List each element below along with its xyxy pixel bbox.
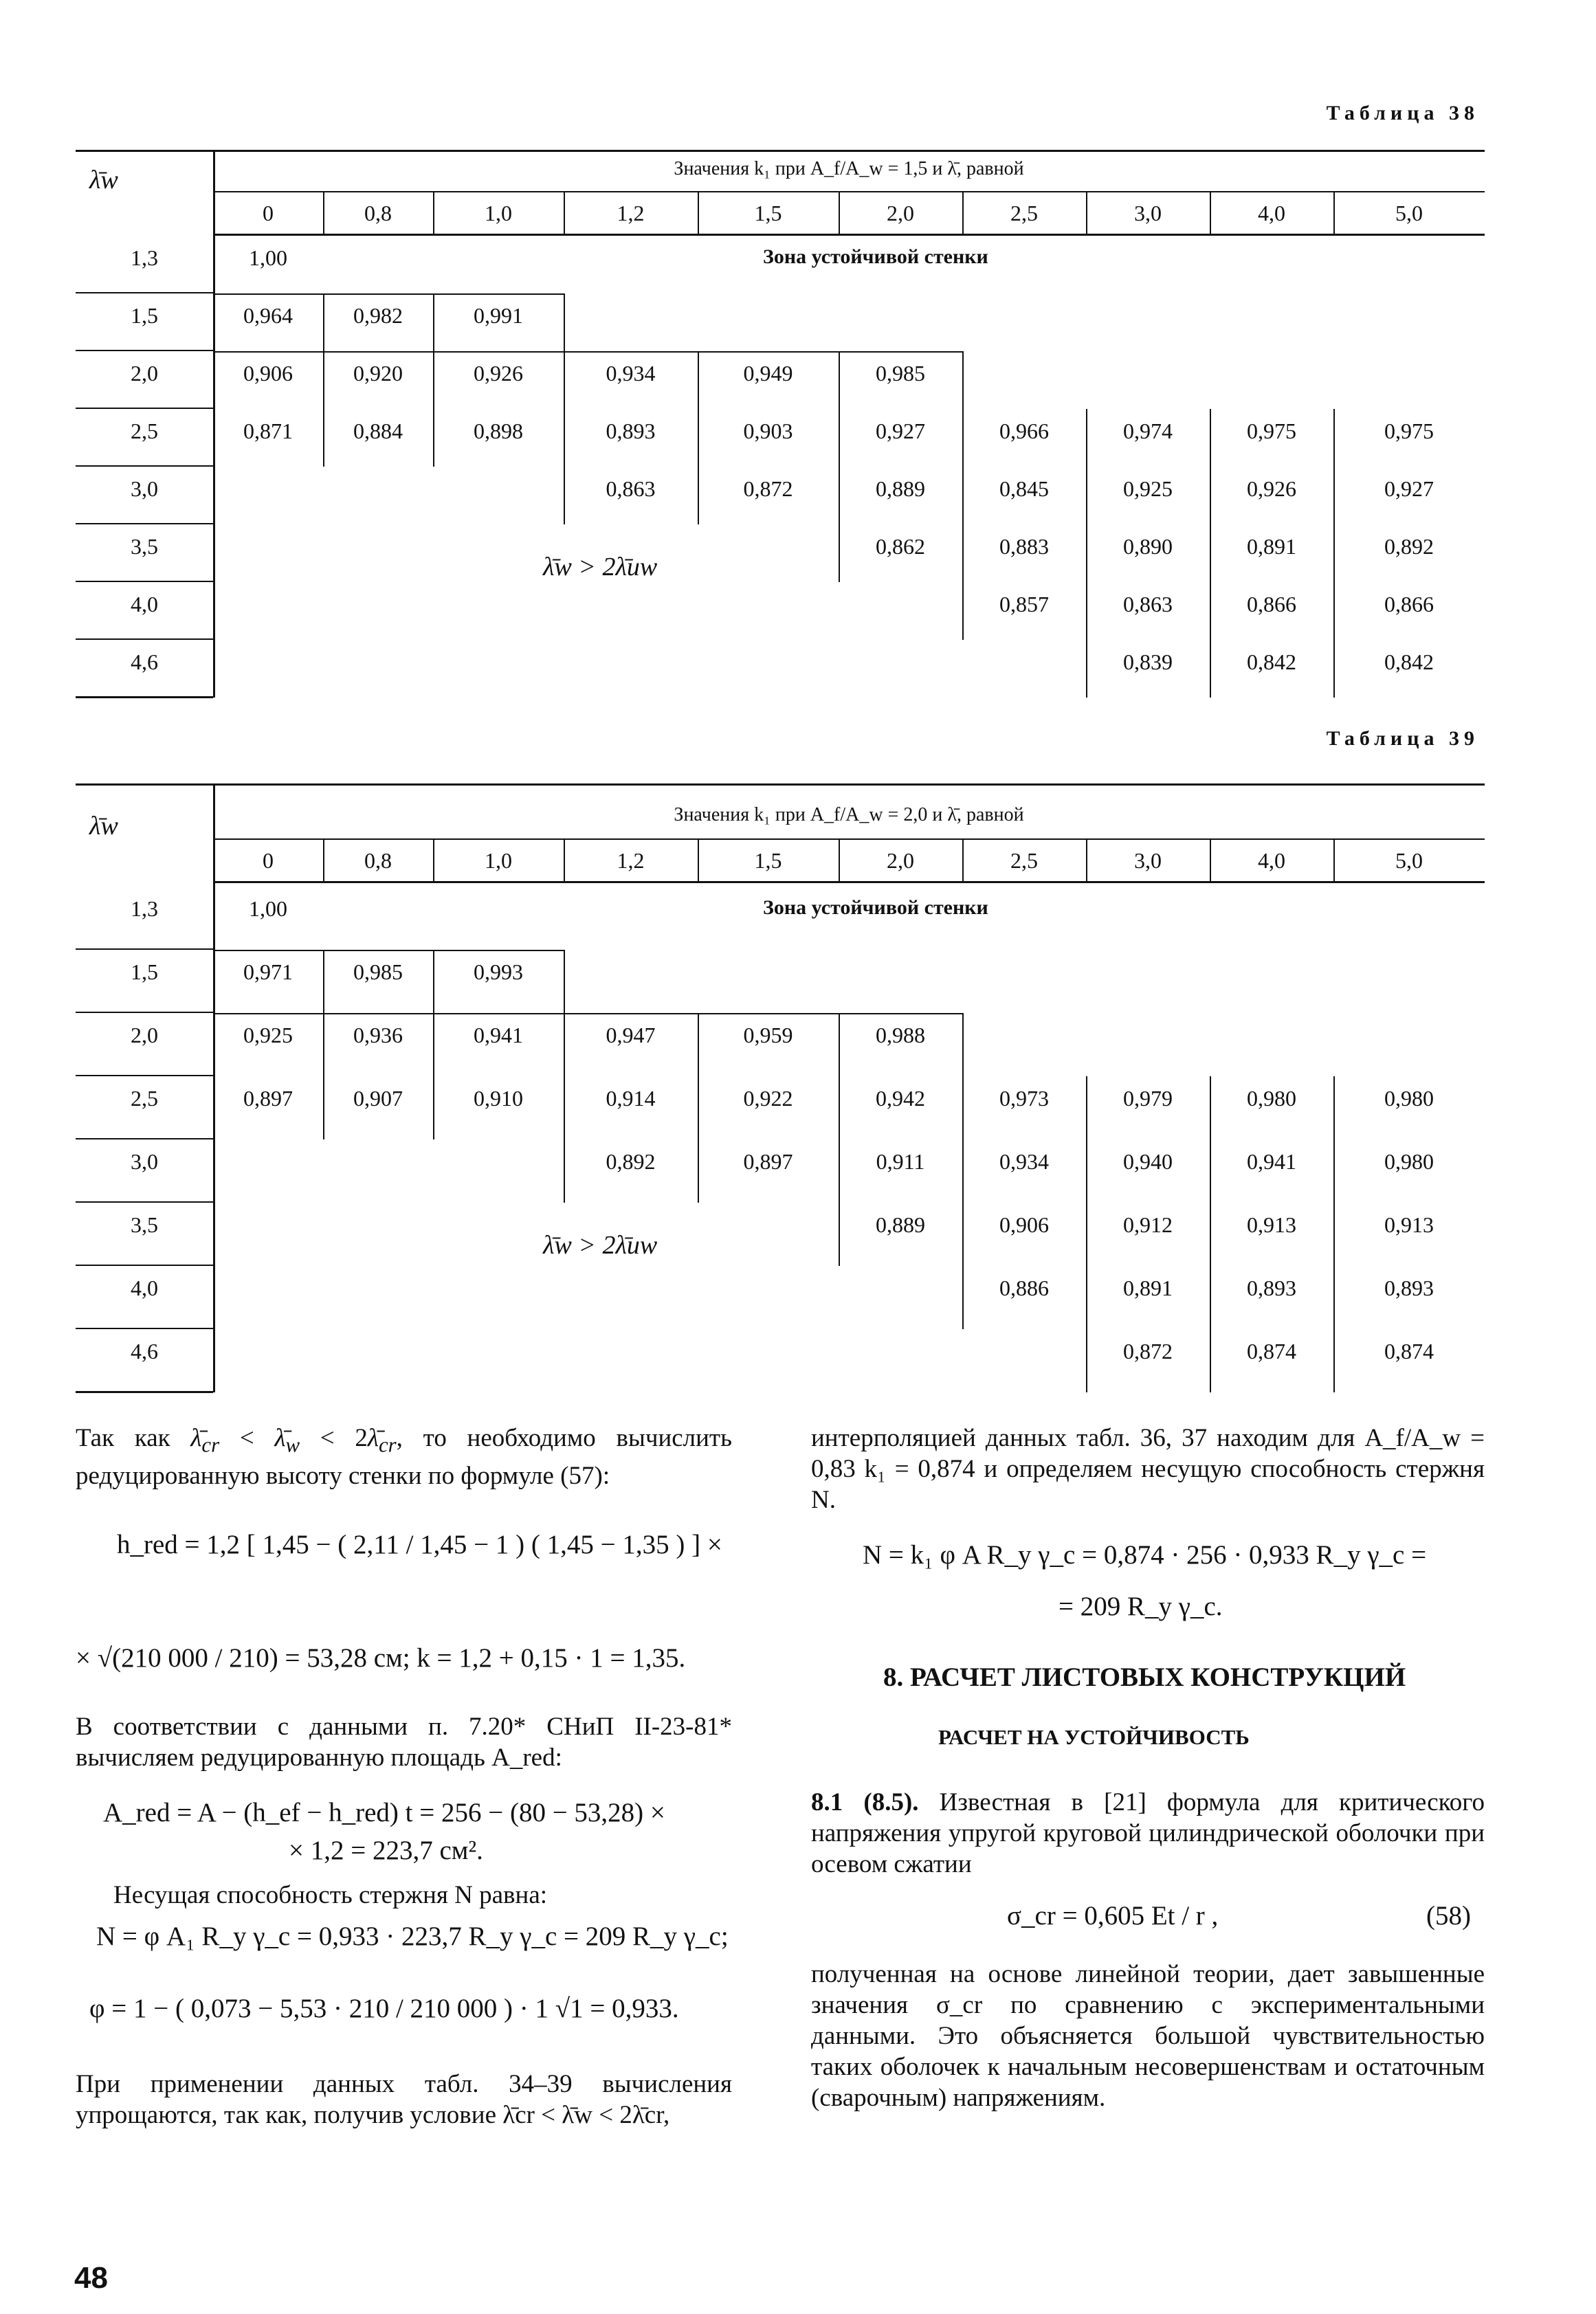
table-cell: 0,911 [876,1149,925,1174]
row-label: 3,0 [131,1149,158,1174]
row-separator [76,1012,213,1013]
table-cell: 0,980 [1384,1149,1434,1174]
table-cell: 0,934 [606,361,656,386]
cell-separator [1086,1139,1087,1203]
table-cell: 0,940 [1123,1149,1173,1174]
table-cell: 0,866 [1247,592,1296,616]
cell-separator [962,351,964,409]
table-cell: 0,964 [243,303,293,328]
table-cell: 0,920 [353,361,403,386]
row-separator [76,350,213,351]
table-header: Значения k₁ при A_f/A_w = 2,0 и λ̄, равной [674,804,1024,825]
column-label: 1,0 [485,848,512,873]
table-cell: 0,942 [876,1086,925,1111]
cell-separator [698,351,699,409]
row-separator [213,293,564,295]
cell-separator [1333,1266,1335,1329]
table-cell: 0,980 [1247,1086,1296,1111]
table-cell: 0,926 [1247,476,1296,501]
row-separator [213,1013,962,1014]
cell-separator [1086,1076,1087,1139]
left-paragraph-4: При применении данных табл. 34–39 вычисления упрощаются, так как, получив условие λ̄cr < λ̄w < 2λ̄cr, [76,2070,732,2129]
clause-number: 8.1 (8.5). [811,1788,919,1816]
column-label: 2,5 [1010,848,1038,873]
cell-separator [962,1076,964,1139]
table-cell: 0,842 [1384,649,1434,674]
cell-separator [433,1076,434,1139]
row-separator [76,638,213,640]
table-cell: 0,863 [606,476,656,501]
cell-separator [962,1139,964,1203]
row-separator [76,1138,213,1139]
cell-separator [962,409,964,467]
cell-separator [564,950,565,1013]
column-label: 0,8 [364,201,392,225]
table-cell: 0,925 [243,1023,293,1047]
column-label: 3,0 [1134,201,1162,225]
cell-separator [962,1203,964,1266]
column-label: 3,0 [1134,848,1162,873]
table-cell: 0,980 [1384,1086,1434,1111]
row-label: 4,0 [131,1276,158,1300]
table38 [76,150,1485,713]
cell-separator [1210,1266,1211,1329]
cell-separator [1333,1203,1335,1266]
column-label: 1,2 [617,848,645,873]
cell-separator [1333,524,1335,582]
cell-separator [1086,640,1087,698]
cell-separator [698,1076,699,1139]
cell-separator [1086,1266,1087,1329]
corner-label: λ̄w [89,166,118,194]
table39 [76,783,1485,1402]
cell-separator [433,1013,434,1076]
cell-separator [1210,1203,1211,1266]
table-cell: 0,973 [999,1086,1049,1111]
table-cell: 0,890 [1123,534,1173,559]
right-paragraph-3: полученная на основе линейной теории, дает завышенные значения σ_cr по сравнению с экспериментальными данными. Это объясняется большой чувствительностью таких оболочек к начальным несовершенствам и остаточным (сварочным) напряжениям. [811,1960,1485,2112]
row-label: 3,5 [131,534,158,559]
table-cell: 0,842 [1247,649,1296,674]
table-cell: 0,991 [474,303,523,328]
formula-n-left: N = φ A₁ R_y γ_c = 0,933 · 223,7 R_y γ_c = 209 R_y γ_c; [96,1922,729,1951]
table-cell: 0,941 [1247,1149,1296,1174]
table-cell: 0,936 [353,1023,403,1047]
table38-caption: Таблица 38 [1326,102,1479,124]
cell-separator [1086,409,1087,467]
row-label: 2,5 [131,1086,158,1111]
table-cell: 0,927 [1384,476,1434,501]
table-cell: 0,893 [1247,1276,1296,1300]
table-cell: 0,947 [606,1023,656,1047]
cell-separator [839,351,840,409]
column-label: 4,0 [1258,848,1285,873]
table-cell: 0,912 [1123,1212,1173,1237]
row-separator [76,1075,213,1076]
cell-separator [839,1013,840,1076]
row-label: 1,5 [131,959,158,984]
cell-separator [323,351,324,409]
right-paragraph-1: интерполяцией данных табл. 36, 37 находим для A_f/A_w = 0,83 k₁ = 0,874 и определяем несущую способность стержня N. [811,1424,1485,1514]
table-cell: 0,845 [999,476,1049,501]
table-cell: 0,993 [474,959,523,984]
formula-n-right-line1: N = k₁ φ A R_y γ_c = 0,874 · 256 · 0,933 R_y γ_c = [863,1540,1427,1570]
cell-separator [1086,467,1087,524]
table-cell: 0,906 [243,361,293,386]
right-paragraph-2 [811,1787,1485,1880]
left-paragraph-3: Несущая способность стержня N равна: [113,1881,548,1909]
table-cell: 0,906 [999,1212,1049,1237]
cell-separator [962,524,964,582]
cell-separator [839,1203,840,1266]
cell-separator [1333,1139,1335,1203]
table-cell: 0,959 [743,1023,793,1047]
table-header: Значения k₁ при A_f/A_w = 1,5 и λ̄, равной [674,158,1024,179]
cell-separator [564,293,565,351]
cell-separator [1333,467,1335,524]
cell-separator [1210,640,1211,698]
column-label: 4,0 [1258,201,1285,225]
table-cell: 0,884 [353,419,403,443]
table-cell: 0,975 [1247,419,1296,443]
table-cell: 0,886 [999,1276,1049,1300]
column-label: 1,2 [617,201,645,225]
cell-separator [1210,467,1211,524]
table-cell: 0,913 [1384,1212,1434,1237]
table-cell: 0,927 [876,419,925,443]
cell-separator [564,1076,565,1139]
row-separator [76,948,213,950]
table-cell: 0,949 [743,361,793,386]
table-cell: 0,922 [743,1086,793,1111]
cell-separator [1210,1329,1211,1392]
row-separator [76,696,213,698]
table-cell: 0,889 [876,1212,925,1237]
cell-separator [564,467,565,524]
cell-separator [839,1076,840,1139]
row-separator [76,581,213,582]
table-cell: 0,862 [876,534,925,559]
cell-separator [323,950,324,1013]
subsection-heading: РАСЧЕТ НА УСТОЙЧИВОСТЬ [938,1725,1250,1749]
cell-separator [1086,1329,1087,1392]
section-heading: 8. РАСЧЕТ ЛИСТОВЫХ КОНСТРУКЦИЙ [883,1662,1406,1692]
table-cell: 0,985 [353,959,403,984]
table-cell: 0,966 [999,419,1049,443]
row-separator [213,351,962,353]
table-cell: 0,971 [243,959,293,984]
table-cell: 0,925 [1123,476,1173,501]
row-separator [76,408,213,409]
column-label: 2,5 [1010,201,1038,225]
row-label: 2,5 [131,419,158,443]
table-cell: 0,988 [876,1023,925,1047]
cell-separator [323,293,324,351]
formula-ared-line1: A_red = A − (h_ef − h_red) t = 256 − (80 − 53,28) × [103,1798,665,1827]
table-cell: 0,897 [743,1149,793,1174]
cell-separator [564,351,565,409]
cell-separator [1086,524,1087,582]
table-cell: 0,979 [1123,1086,1173,1111]
formula-58-number: (58) [1426,1901,1471,1931]
column-label: 2,0 [887,201,914,225]
table-cell: 0,874 [1384,1339,1434,1364]
cell-separator [1210,524,1211,582]
table-cell: 0,863 [1123,592,1173,616]
cell-separator [433,409,434,467]
formula-phi: φ = 1 − ( 0,073 − 5,53 · 210 / 210 000 ) · 1 √1 = 0,933. [89,1994,679,2023]
table-cell: 0,974 [1123,419,1173,443]
corner-label: λ̄w [89,812,118,841]
table-cell: 0,889 [876,476,925,501]
cell-separator [962,1266,964,1329]
table-cell: 0,872 [1123,1339,1173,1364]
row-label: 3,0 [131,476,158,501]
table-top-border [76,150,1485,152]
table-cell: 1,00 [249,896,287,921]
table-cell: 0,907 [353,1086,403,1111]
table39-caption: Таблица 39 [1326,727,1479,750]
cell-separator [839,524,840,582]
table-cell: 0,898 [474,419,523,443]
formula-n-right-line2: = 209 R_y γ_c. [1059,1592,1223,1621]
table-cell: 1,00 [249,245,287,270]
table-cell: 0,866 [1384,592,1434,616]
header-divider [213,191,1485,192]
table-cell: 0,975 [1384,419,1434,443]
formula-ared-line2: × 1,2 = 223,7 см². [289,1836,483,1865]
table-cell: 0,857 [999,592,1049,616]
column-label: 5,0 [1395,848,1423,873]
cell-separator [1210,409,1211,467]
row-separator [76,292,213,293]
cell-separator [564,409,565,467]
row-separator [76,1391,213,1393]
cell-separator [962,467,964,524]
row-separator [76,465,213,467]
row-separator [76,1201,213,1203]
row-label: 4,6 [131,649,158,674]
cell-separator [839,467,840,524]
cell-separator [1210,1139,1211,1203]
column-label: 5,0 [1395,201,1423,225]
row-separator [76,523,213,524]
cell-separator [1333,1076,1335,1139]
row-label: 2,0 [131,1023,158,1047]
header-divider [213,838,1485,840]
table-cell: 0,926 [474,361,523,386]
cell-separator [698,467,699,524]
cell-separator [323,409,324,467]
cell-separator [1210,1076,1211,1139]
row-label: 4,0 [131,592,158,616]
cell-separator [323,1076,324,1139]
cell-separator [433,950,434,1013]
row-label: 1,3 [131,245,158,270]
row-separator [76,1265,213,1266]
row-separator [213,950,564,951]
condition-label: λ̄w > 2λ̄uw [543,1231,658,1260]
condition-label: λ̄w > 2λ̄uw [543,553,658,581]
cell-separator [1210,582,1211,640]
cell-separator [1086,1203,1087,1266]
cell-separator [323,1013,324,1076]
table-cell: 0,910 [474,1086,523,1111]
left-paragraph-2: В соответствии с данными п. 7.20* СНиП II-23-81* вычисляем редуцированную площадь A_red: [76,1713,732,1772]
page-number: 48 [74,2261,108,2295]
cell-separator [839,1139,840,1203]
row-label: 4,6 [131,1339,158,1364]
formula-sigma-cr: σ_cr = 0,605 Et / r , [1007,1901,1219,1931]
cell-separator [1333,1329,1335,1392]
table-cell: 0,985 [876,361,925,386]
cell-separator [698,1139,699,1203]
table-cell: 0,872 [743,476,793,501]
table-cell: 0,874 [1247,1339,1296,1364]
row-label: 1,5 [131,303,158,328]
cell-separator [564,1139,565,1203]
cell-separator [962,582,964,640]
column-label-divider [213,881,1485,883]
table-cell: 0,839 [1123,649,1173,674]
row-separator [76,1328,213,1329]
row-label: 1,3 [131,896,158,921]
column-label: 2,0 [887,848,914,873]
column-label-divider [213,234,1485,236]
table-cell: 0,914 [606,1086,656,1111]
table-cell: 0,891 [1247,534,1296,559]
cell-separator [564,1013,565,1076]
stable-zone-label: Зона устойчивой стенки [763,896,988,919]
cell-separator [1086,582,1087,640]
table-cell: 0,871 [243,419,293,443]
table-cell: 0,982 [353,303,403,328]
table-cell: 0,893 [1384,1276,1434,1300]
cell-separator [698,409,699,467]
stable-zone-label: Зона устойчивой стенки [763,245,988,268]
table-cell: 0,892 [606,1149,656,1174]
left-paragraph-1: Так как $\lambdā_{cr}$ < $\lambdā_w$ < $2\lambdā_{cr}$, то необходимо вычислить редуцированную высоту стенки по формуле (57): [76,1424,732,1491]
table-cell: 0,897 [243,1086,293,1111]
formula-hred-line2: × √(210 000 / 210) = 53,28 см; k = 1,2 + 0,15 · 1 = 1,35. [76,1643,686,1673]
table-top-border [76,783,1485,786]
column-label: 1,0 [485,201,512,225]
cell-separator [433,351,434,409]
clause-text: Известная в [21] формула для критического напряжения упругой круговой цилиндрической оболочки при осевом сжатии [811,1788,1485,1878]
table-cell: 0,903 [743,419,793,443]
cell-separator [839,409,840,467]
table-cell: 0,883 [999,534,1049,559]
cell-separator [962,1013,964,1076]
cell-separator [1333,409,1335,467]
table-cell: 0,891 [1123,1276,1173,1300]
column-label: 1,5 [754,201,782,225]
column-label: 0,8 [364,848,392,873]
cell-separator [698,1013,699,1076]
row-label: 2,0 [131,361,158,386]
column-label: 0 [263,201,274,225]
table-cell: 0,934 [999,1149,1049,1174]
cell-separator [433,293,434,351]
cell-separator [1333,640,1335,698]
formula-hred-line1: h_red = 1,2 [ 1,45 − ( 2,11 / 1,45 − 1 ) ( 1,45 − 1,35 ) ] × [117,1530,722,1559]
table-cell: 0,913 [1247,1212,1296,1237]
table-cell: 0,892 [1384,534,1434,559]
table-cell: 0,941 [474,1023,523,1047]
column-label: 1,5 [754,848,782,873]
table-cell: 0,893 [606,419,656,443]
cell-separator [1333,582,1335,640]
row-label: 3,5 [131,1212,158,1237]
column-label: 0 [263,848,274,873]
